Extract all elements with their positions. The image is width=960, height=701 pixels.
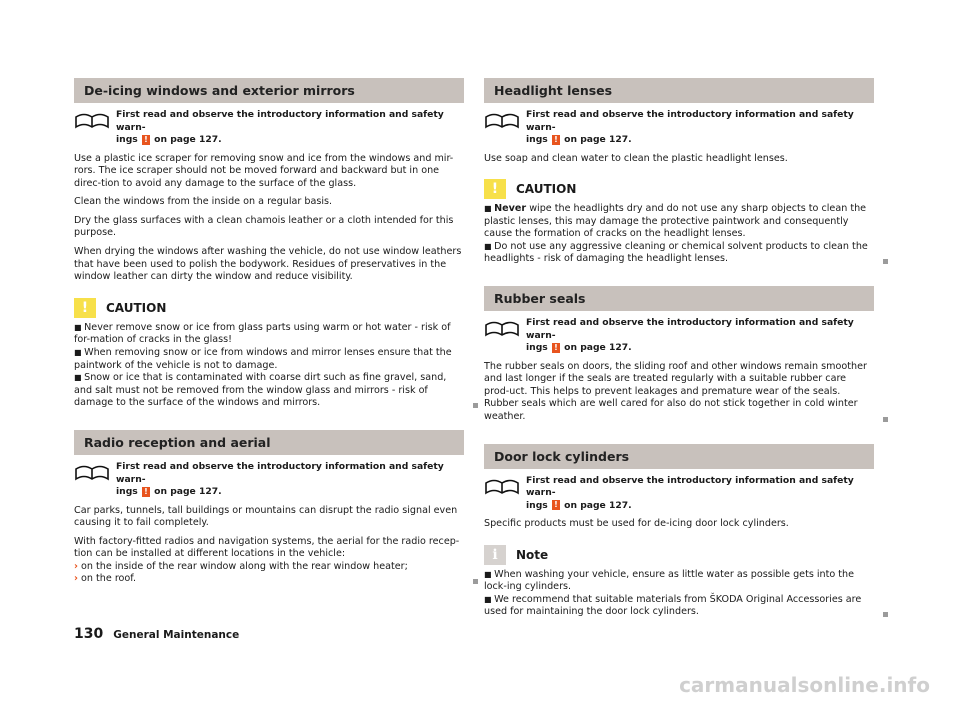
intro-note: First read and observe the introductory information and safety warn- ings ! on page 127. bbox=[484, 109, 874, 147]
caution-header: ! CAUTION bbox=[74, 298, 464, 318]
page-link[interactable]: on page 127. bbox=[564, 499, 632, 511]
end-mark bbox=[883, 259, 888, 264]
paragraph: Car parks, tunnels, tall buildings or mountains can disrupt the radio signal even causing it to fail completely. bbox=[74, 504, 458, 529]
warning-icon: ! bbox=[142, 135, 150, 145]
page-link[interactable]: on page 127. bbox=[564, 342, 632, 354]
page-link[interactable]: on page 127. bbox=[564, 134, 632, 145]
book-icon bbox=[484, 111, 520, 129]
warning-icon: ! bbox=[142, 487, 150, 497]
paragraph: Use soap and clean water to clean the plastic headlight lenses. bbox=[484, 152, 788, 164]
section-title: Radio reception and aerial bbox=[74, 430, 464, 455]
paragraph: Dry the glass surfaces with a clean chamois leather or a cloth intended for this purpose. bbox=[74, 214, 454, 239]
caution-item: ■ Never wipe the headlights dry and do not use any sharp objects to clean the plastic lenses, this may damage the protective paintwork and consequently cause the formation of cracks on the headlight lenses. bbox=[484, 203, 867, 240]
section-title: De-icing windows and exterior mirrors bbox=[74, 78, 464, 103]
paragraph: With factory-fitted radios and navigation systems, the aerial for the radio recep-tion can be installed at different locations in the vehicle: bbox=[74, 535, 460, 560]
end-mark bbox=[883, 612, 888, 617]
book-icon bbox=[74, 463, 110, 481]
arrow-icon: › bbox=[74, 573, 78, 585]
book-icon bbox=[74, 111, 110, 129]
caution-item: ■ Snow or ice that is contaminated with coarse dirt such as fine gravel, sand, and salt must not be removed from the window glass and mirrors - risk of damage to the surface of the windows and mirrors. bbox=[74, 372, 464, 410]
note-header: i Note bbox=[484, 545, 874, 565]
left-column bbox=[74, 78, 464, 586]
page-footer bbox=[74, 626, 239, 642]
caution-header: ! CAUTION bbox=[484, 179, 874, 199]
end-mark bbox=[473, 403, 478, 408]
caution-icon: ! bbox=[484, 179, 506, 199]
list-item: › on the inside of the rear window along with the rear window heater; bbox=[74, 560, 408, 572]
note-item: ■ When washing your vehicle, ensure as little water as possible gets into the lock-ing cylinders. bbox=[484, 568, 855, 593]
list-item: › on the roof. bbox=[74, 573, 464, 586]
paragraph: When drying the windows after washing the vehicle, do not use window leathers that have been used to polish the bodywork. Residues of preservatives in the window leather can dirty the window and reduce visibility. bbox=[74, 246, 462, 283]
caution-icon: ! bbox=[74, 298, 96, 318]
section-title: Headlight lenses bbox=[484, 78, 874, 103]
caution-item: ■ Do not use any aggressive cleaning or chemical solvent products to clean the headlights - risk of damaging the headlight lenses. bbox=[484, 241, 874, 266]
caution-item: ■ Never remove snow or ice from glass parts using warm or hot water - risk of for-mation of cracks in the glass! bbox=[74, 321, 451, 346]
book-icon bbox=[484, 477, 520, 495]
intro-note: First read and observe the introductory information and safety warn- ings ! on page 127. bbox=[74, 461, 464, 499]
paragraph: Specific products must be used for de-icing door lock cylinders. bbox=[484, 518, 789, 530]
arrow-icon: › bbox=[74, 560, 78, 572]
warning-icon: ! bbox=[552, 500, 560, 510]
caution-item: ■ When removing snow or ice from windows and mirror lenses ensure that the paintwork of the vehicle is not to damage. bbox=[74, 347, 452, 371]
paragraph: The rubber seals on doors, the sliding roof and other windows remain smoother and last longer if the seals are treated regularly with a suitable rubber care prod-uct. This helps to prevent leakages and premature wear of the seals. Rubber seals which are well cared for also do not stick together in cold winter weather. bbox=[484, 361, 874, 424]
chapter-title: General Maintenance bbox=[113, 629, 240, 641]
paragraph: Clean the windows from the inside on a regular basis. bbox=[74, 196, 333, 208]
section-title: Rubber seals bbox=[484, 286, 874, 311]
book-icon bbox=[484, 319, 520, 337]
warning-icon: ! bbox=[552, 135, 560, 145]
page-link[interactable]: on page 127. bbox=[154, 486, 222, 497]
page-number: 130 bbox=[74, 626, 104, 642]
note-item: ■ We recommend that suitable materials from ŠKODA Original Accessories are used for maintaining the door lock cylinders. bbox=[484, 594, 874, 619]
intro-note: First read and observe the introductory information and safety warn- ings ! on page 127. bbox=[484, 317, 874, 355]
intro-note: First read and observe the introductory information and safety warn- ings ! on page 127. bbox=[74, 109, 464, 147]
end-mark bbox=[883, 417, 888, 422]
right-column bbox=[484, 78, 874, 619]
section-title: Door lock cylinders bbox=[484, 444, 874, 469]
info-icon: i bbox=[484, 545, 506, 565]
page-link[interactable]: on page 127. bbox=[154, 134, 222, 145]
end-mark bbox=[473, 579, 478, 584]
paragraph: Use a plastic ice scraper for removing snow and ice from the windows and mir-rors. The ice scraper should not be moved forward and backward but in one direc-tion to avoid any damage to the surface of the glass. bbox=[74, 152, 454, 189]
warning-icon: ! bbox=[552, 343, 560, 353]
intro-note: First read and observe the introductory information and safety warn- ings ! on page 127. bbox=[484, 475, 874, 513]
watermark: carmanualsonline.info bbox=[679, 673, 930, 697]
